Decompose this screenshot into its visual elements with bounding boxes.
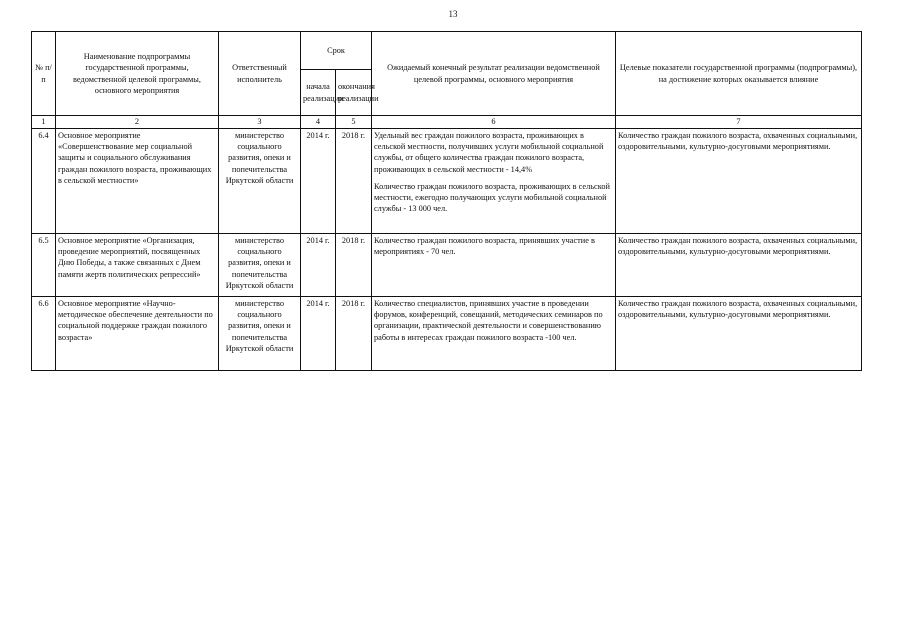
header-indicators: Целевые показатели государственной программы (подпрограммы), на достижение которых оказывается влияние — [616, 32, 862, 116]
column-number: 2 — [56, 116, 219, 129]
row-num: 6.6 — [32, 297, 56, 371]
row-name: Основное мероприятие «Научно-методическое обеспечение деятельности по социальной поддержке граждан пожилого возраста» — [56, 297, 219, 371]
header-start: начала реализации — [301, 70, 336, 116]
row-indicators: Количество граждан пожилого возраста, охваченных социальными, оздоровительными, культурно-досуговыми мероприятиями. — [616, 297, 862, 371]
column-number-row — [32, 116, 862, 129]
column-number: 7 — [616, 116, 862, 129]
row-result-text: Удельный вес граждан пожилого возраста, проживающих в сельской местности, получивших услуги мобильной социальной службы, от общего количества граждан пожилого возраста, проживающих в сельской местности - 14,4% — [374, 131, 604, 174]
header-num: № п/п — [32, 32, 56, 116]
row-result-text-2: Количество граждан пожилого возраста, проживающих в сельской местности, ежегодно получающих услуги мобильной социальной службы - 13 000 чел. — [374, 181, 610, 214]
header-term: Срок — [301, 32, 372, 70]
row-num: 6.5 — [32, 234, 56, 297]
page-number: 13 — [448, 9, 458, 19]
row-result: Количество граждан пожилого возраста, принявших участие в мероприятиях - 70 чел. — [372, 234, 616, 297]
row-executor: министерство социального развития, опеки и попечительства Иркутской области — [219, 297, 301, 371]
row-indicators: Количество граждан пожилого возраста, охваченных социальными, оздоровительными, культурно-досуговыми мероприятиями. — [616, 234, 862, 297]
row-name: Основное мероприятие «Совершенствование мер социальной защиты и социального обслуживания граждан пожилого возраста, проживающих в сельской местности» — [56, 129, 219, 234]
row-num: 6.4 — [32, 129, 56, 234]
row-start: 2014 г. — [301, 129, 336, 234]
row-result: Количество специалистов, принявших участие в проведении форумов, конференций, совещаний, методических семинаров по организации, практической деятельности и совершенствованию работы в интересах граждан пожилого возраста -100 чел. — [372, 297, 616, 371]
row-start: 2014 г. — [301, 297, 336, 371]
table-row — [32, 129, 862, 234]
row-end: 2018 г. — [336, 234, 372, 297]
program-table — [31, 31, 862, 371]
row-indicators: Количество граждан пожилого возраста, охваченных социальными, оздоровительными, культурно-досуговыми мероприятиями. — [616, 129, 862, 234]
header-result: Ожидаемый конечный результат реализации ведомственной целевой программы, основного мероприятия — [372, 32, 616, 116]
row-end: 2018 г. — [336, 297, 372, 371]
column-number: 3 — [219, 116, 301, 129]
column-number: 4 — [301, 116, 336, 129]
row-executor: министерство социального развития, опеки и попечительства Иркутской области — [219, 234, 301, 297]
row-end: 2018 г. — [336, 129, 372, 234]
table-row — [32, 297, 862, 371]
row-start: 2014 г. — [301, 234, 336, 297]
column-number: 1 — [32, 116, 56, 129]
header-name: Наименование подпрограммы государственной программы, ведомственной целевой программы, основного мероприятия — [56, 32, 219, 116]
table-row — [32, 234, 862, 297]
row-result — [372, 129, 616, 234]
header-end: окончания реализации — [336, 70, 372, 116]
column-number: 6 — [372, 116, 616, 129]
row-name: Основное мероприятие «Организация, проведение мероприятий, посвященных Дню Победы, а также связанных с Днем памяти жертв политических репрессий» — [56, 234, 219, 297]
header-executor: Ответственный исполнитель — [219, 32, 301, 116]
column-number: 5 — [336, 116, 372, 129]
row-executor: министерство социального развития, опеки и попечительства Иркутской области — [219, 129, 301, 234]
